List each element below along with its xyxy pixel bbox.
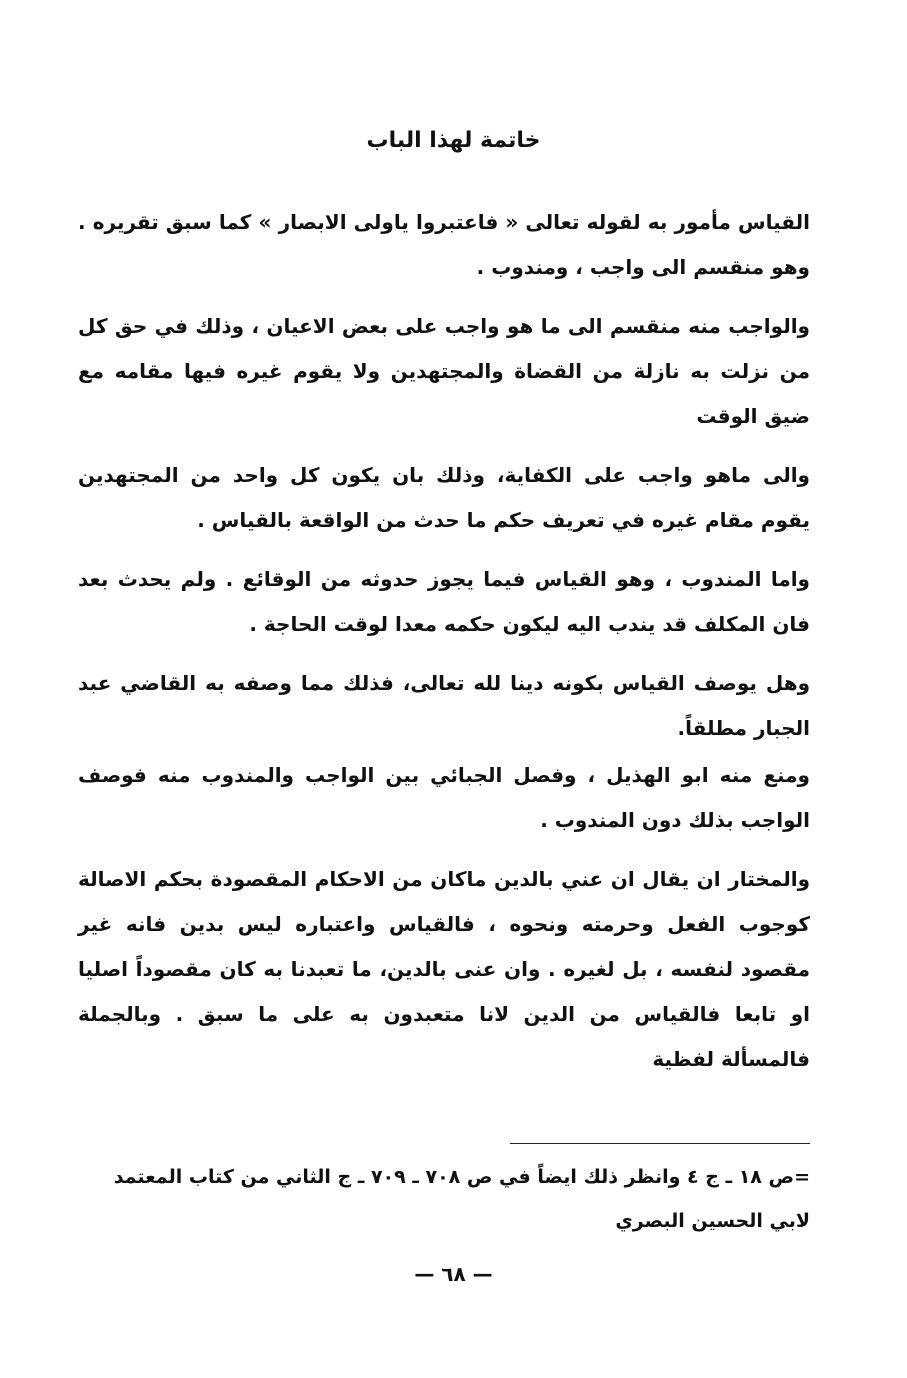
footnote: =ص ١٨ ـ ج ٤ وانظر ذلك ايضاً في ص ٧٠٨ ـ ٧٠٩ ـ ج الثاني من كتاب المعتمد لابي الحسين البصري (113, 1166, 810, 1232)
section-heading: خاتمة لهذا الباب (366, 128, 541, 153)
paragraph-qadi-abd-al-jabbar: وهل يوصف القياس بكونه دينا لله تعالى، فذلك مما وصفه به القاضي عبد الجبار مطلقاً. (78, 671, 810, 740)
paragraph-recommended: واما المندوب ، وهو القياس فيما يجوز حدوثه من الوقائع . ولم يحدث بعد فان المكلف قد يندب اليه ليكون حكمه معدا لوقت الحاجة . (78, 567, 810, 636)
paragraph-abu-al-hudhayl: ومنع منه ابو الهذيل ، وفصل الجبائي بين الواجب والمندوب منه فوصف الواجب بذلك دون المندوب . (78, 763, 810, 832)
main-text (78, 200, 810, 1096)
paragraph-qiyas-command: القياس مأمور به لقوله تعالى « فاعتبروا ياولى الابصار » كما سبق تقريره . وهو منقسم الى واجب ، ومندوب . (78, 210, 810, 279)
paragraph-obligatory-individual: والواجب منه منقسم الى ما هو واجب على بعض الاعيان ، وذلك في حق كل من نزلت به نازلة من القضاة والمجتهدين ولا يقوم غيره فيها مقامه مع ضيق الوقت (78, 314, 810, 428)
paragraph-chosen-view: والمختار ان يقال ان عني بالدين ماكان من الاحكام المقصودة بحكم الاصالة كوجوب الفعل وحرمته ونحوه ، فالقياس واعتباره ليس بدين فانه غير مقصود لنفسه ، بل لغيره . وان عنى بالدين، ما تعبدنا به كان مقصوداً اصليا او تابعا فالقياس من الدين لانا متعبدون به على ما سبق . وبالجملة فالمسألة لفظية (78, 867, 810, 1071)
paragraph-obligatory-collective: والى ماهو واجب على الكفاية، وذلك بان يكون كل واحد من المجتهدين يقوم مقام غيره في تعريف حكم ما حدث من الواقعة بالقياس . (78, 463, 810, 532)
footnote-divider (510, 1143, 810, 1144)
page-number: — ٦٨ — (414, 1262, 493, 1286)
